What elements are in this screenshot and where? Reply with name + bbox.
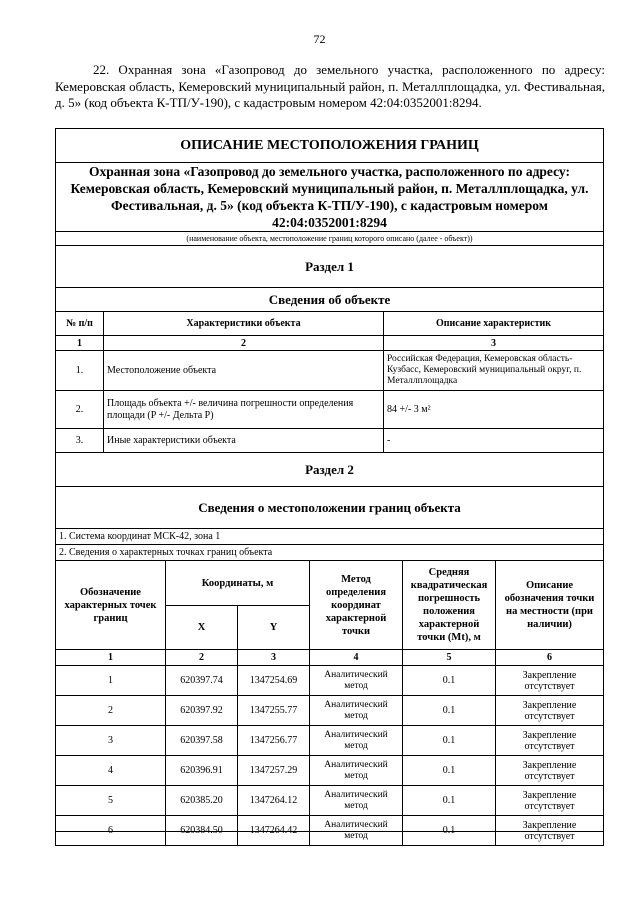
col-header-description: Описание характеристик — [384, 312, 604, 336]
col-header-num: № п/п — [56, 312, 104, 336]
row-characteristic: Иные характеристики объекта — [104, 429, 384, 453]
col-number: 2 — [104, 336, 384, 351]
table-row — [56, 726, 604, 756]
row-value: 84 +/- 3 м² — [384, 391, 604, 429]
point-accuracy: 0.1 — [403, 786, 496, 816]
point-accuracy: 0.1 — [403, 666, 496, 696]
coordinate-system: 1. Система координат МСК-42, зона 1 — [56, 529, 604, 545]
point-y: 1347255.77 — [238, 696, 310, 726]
point-accuracy: 0.1 — [403, 726, 496, 756]
header-y: Y — [238, 606, 310, 650]
point-accuracy: 0.1 — [403, 696, 496, 726]
point-y: 1347256.77 — [238, 726, 310, 756]
col-number: 1 — [56, 336, 104, 351]
object-title: Охранная зона «Газопровод до земельного участка, расположенного по адресу: Кемеровская область, Кемеровский муниципальный район, п. Металлплощадка, ул. Фестивальная, д. 5» (код объекта К-ТП/У-190), с кадастровым номером 42:04:0352001:8294 — [56, 163, 604, 232]
header-accuracy: Средняя квадратическая погрешность положения характерной точки (Mt), м — [403, 561, 496, 650]
point-y: 1347257.29 — [238, 756, 310, 786]
document-heading: ОПИСАНИЕ МЕСТОПОЛОЖЕНИЯ ГРАНИЦ — [56, 129, 604, 163]
row-num: 3. — [56, 429, 104, 453]
row-num: 1. — [56, 351, 104, 391]
col-number: 5 — [403, 650, 496, 666]
point-x: 620396.91 — [166, 756, 238, 786]
col-number: 2 — [166, 650, 238, 666]
point-description: Закрепление отсутствует — [496, 756, 604, 786]
point-accuracy: 0.1 — [403, 756, 496, 786]
point-description: Закрепление отсутствует — [496, 696, 604, 726]
header-x: X — [166, 606, 238, 650]
row-value: - — [384, 429, 604, 453]
point-id: 6 — [56, 816, 166, 846]
table-row — [56, 666, 604, 696]
section2-label: Раздел 2 — [56, 453, 604, 487]
table-row — [56, 786, 604, 816]
point-method: Аналитический метод — [310, 696, 403, 726]
col-number: 4 — [310, 650, 403, 666]
col-number: 3 — [238, 650, 310, 666]
object-info-table — [55, 311, 604, 453]
point-description: Закрепление отсутствует — [496, 726, 604, 756]
table-row — [56, 756, 604, 786]
header-description: Описание обозначения точки на местности (при наличии) — [496, 561, 604, 650]
section2-title: Сведения о местоположении границ объекта — [56, 487, 604, 529]
section2-header-table — [55, 452, 604, 561]
table-row — [56, 351, 604, 391]
point-method: Аналитический метод — [310, 816, 403, 846]
row-characteristic: Местоположение объекта — [104, 351, 384, 391]
row-value: Российская Федерация, Кемеровская область-Кузбасс, Кемеровский муниципальный округ, п. Металлплощадка — [384, 351, 604, 391]
point-method: Аналитический метод — [310, 726, 403, 756]
header-method: Метод определения координат характерной точки — [310, 561, 403, 650]
boundary-points-table — [55, 560, 604, 846]
point-method: Аналитический метод — [310, 786, 403, 816]
point-y: 1347264.42 — [238, 816, 310, 846]
point-id: 4 — [56, 756, 166, 786]
row-characteristic: Площадь объекта +/- величина погрешности определения площади (P +/- Дельта P) — [104, 391, 384, 429]
point-id: 5 — [56, 786, 166, 816]
col-number: 1 — [56, 650, 166, 666]
point-x: 620397.74 — [166, 666, 238, 696]
page-number: 72 — [313, 32, 326, 46]
point-id: 3 — [56, 726, 166, 756]
point-x: 620384.50 — [166, 816, 238, 846]
point-description: Закрепление отсутствует — [496, 666, 604, 696]
point-id: 2 — [56, 696, 166, 726]
point-method: Аналитический метод — [310, 666, 403, 696]
col-number: 6 — [496, 650, 604, 666]
point-accuracy: 0.1 — [403, 816, 496, 846]
point-description: Закрепление отсутствует — [496, 786, 604, 816]
table-row — [56, 429, 604, 453]
point-y: 1347254.69 — [238, 666, 310, 696]
point-description: Закрепление отсутствует — [496, 816, 604, 846]
boundary-description-frame — [55, 128, 604, 842]
row-num: 2. — [56, 391, 104, 429]
section1-label: Раздел 1 — [56, 246, 604, 288]
object-caption: (наименование объекта, местоположение границ которого описано (далее - объект)) — [56, 232, 604, 246]
point-x: 620397.58 — [166, 726, 238, 756]
point-x: 620397.92 — [166, 696, 238, 726]
point-method: Аналитический метод — [310, 756, 403, 786]
header-table — [55, 128, 604, 312]
point-id: 1 — [56, 666, 166, 696]
intro-paragraph: 22. Охранная зона «Газопровод до земельного участка, расположенного по адресу: Кемеровская область, Кемеровский муниципальный район, п. Металлплощадка, ул. Фестивальная, д. 5» (код объекта К-ТП/У-190), с кадастровым номером 42:04:0352001:8294. — [55, 62, 605, 110]
section1-title: Сведения об объекте — [56, 288, 604, 312]
point-y: 1347264.12 — [238, 786, 310, 816]
col-number: 3 — [384, 336, 604, 351]
header-coordinates: Координаты, м — [166, 561, 310, 606]
col-header-characteristic: Характеристики объекта — [104, 312, 384, 336]
point-x: 620385.20 — [166, 786, 238, 816]
table-row — [56, 696, 604, 726]
table-row — [56, 816, 604, 846]
table-row — [56, 391, 604, 429]
points-caption: 2. Сведения о характерных точках границ объекта — [56, 545, 604, 561]
header-point: Обозначение характерных точек границ — [56, 561, 166, 650]
